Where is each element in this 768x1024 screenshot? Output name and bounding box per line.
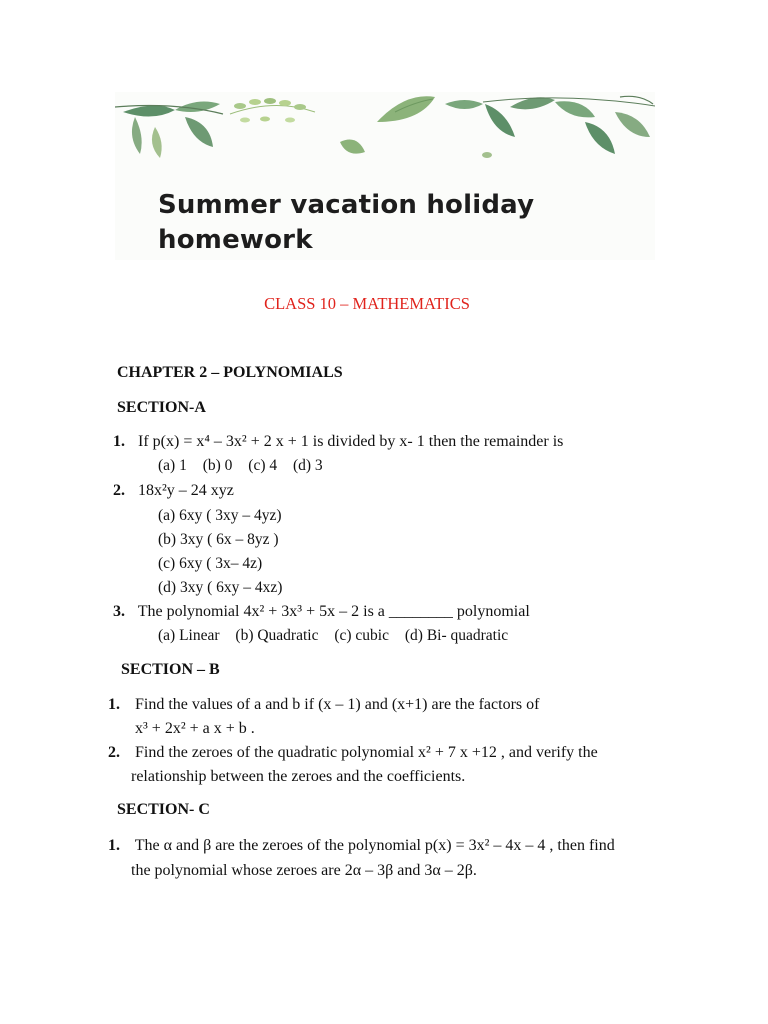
section-b-question-2-line2: relationship between the zeroes and the coefficients. bbox=[131, 768, 466, 785]
option-b: (b) Quadratic bbox=[235, 627, 319, 644]
option-b: (b) 0 bbox=[202, 457, 233, 474]
section-c-heading: SECTION- C bbox=[117, 801, 210, 818]
section-b-heading: SECTION – B bbox=[121, 661, 220, 678]
leaf-cluster-left bbox=[115, 102, 223, 158]
question-number: 3. bbox=[113, 603, 125, 620]
section-a-question-1 bbox=[113, 432, 733, 452]
banner-title bbox=[158, 188, 618, 258]
section-a-question-2-option-d: (d) 3xy ( 6xy – 4xz) bbox=[158, 579, 283, 596]
question-text-line1: Find the values of a and b if (x – 1) and (x+1) are the factors of bbox=[135, 696, 540, 713]
section-a-question-1-options bbox=[158, 456, 335, 476]
section-a-question-2 bbox=[113, 481, 733, 501]
leaf-cluster-right bbox=[482, 96, 655, 158]
question-number: 1. bbox=[108, 837, 120, 854]
section-b-question-1-line2: x³ + 2x² + a x + b . bbox=[135, 720, 255, 737]
option-c: (c) cubic bbox=[334, 627, 389, 644]
option-a: (a) Linear bbox=[158, 627, 220, 644]
section-a-question-3-options bbox=[158, 626, 520, 646]
question-number: 1. bbox=[113, 433, 125, 450]
chapter-title: CHAPTER 2 – POLYNOMIALS bbox=[117, 364, 343, 381]
section-a-heading: SECTION-A bbox=[117, 399, 206, 416]
question-text-line1: Find the zeroes of the quadratic polynomial x² + 7 x +12 , and verify the bbox=[135, 744, 598, 761]
section-a-question-2-option-a: (a) 6xy ( 3xy – 4yz) bbox=[158, 507, 282, 524]
banner-title-line2: homework bbox=[158, 225, 313, 255]
section-a-question-2-option-b: (b) 3xy ( 6x – 8yz ) bbox=[158, 531, 279, 548]
section-b-question-2 bbox=[108, 743, 728, 763]
section-c-question-1 bbox=[108, 836, 748, 856]
section-a-question-3 bbox=[113, 602, 733, 622]
banner-title-line1: Summer vacation holiday bbox=[158, 190, 535, 220]
question-number: 2. bbox=[108, 744, 120, 761]
class-title: CLASS 10 – MATHEMATICS bbox=[264, 294, 470, 313]
question-text: 18x²y – 24 xyz bbox=[138, 482, 234, 499]
question-text-line1: The α and β are the zeroes of the polynomial p(x) = 3x² – 4x – 4 , then find bbox=[134, 837, 615, 854]
header-banner bbox=[115, 92, 655, 260]
question-text: The polynomial 4x² + 3x³ + 5x – 2 is a ________ polynomial bbox=[137, 603, 530, 620]
option-a: (a) 1 bbox=[158, 457, 187, 474]
question-number: 2. bbox=[113, 482, 125, 499]
section-b-question-1 bbox=[108, 695, 728, 715]
leaf-cluster-middle bbox=[377, 96, 483, 122]
question-text: If p(x) = x⁴ – 3x² + 2 x + 1 is divided by x- 1 then the remainder is bbox=[138, 433, 564, 450]
option-d: (d) Bi- quadratic bbox=[404, 627, 509, 644]
question-number: 1. bbox=[108, 696, 120, 713]
leaf-cluster-twig bbox=[230, 98, 365, 154]
option-d: (d) 3 bbox=[292, 457, 323, 474]
option-c: (c) 4 bbox=[248, 457, 278, 474]
section-c-question-1-line2: the polynomial whose zeroes are 2α – 3β and 3α – 2β. bbox=[131, 862, 477, 879]
section-a-question-2-option-c: (c) 6xy ( 3x– 4z) bbox=[158, 555, 263, 572]
